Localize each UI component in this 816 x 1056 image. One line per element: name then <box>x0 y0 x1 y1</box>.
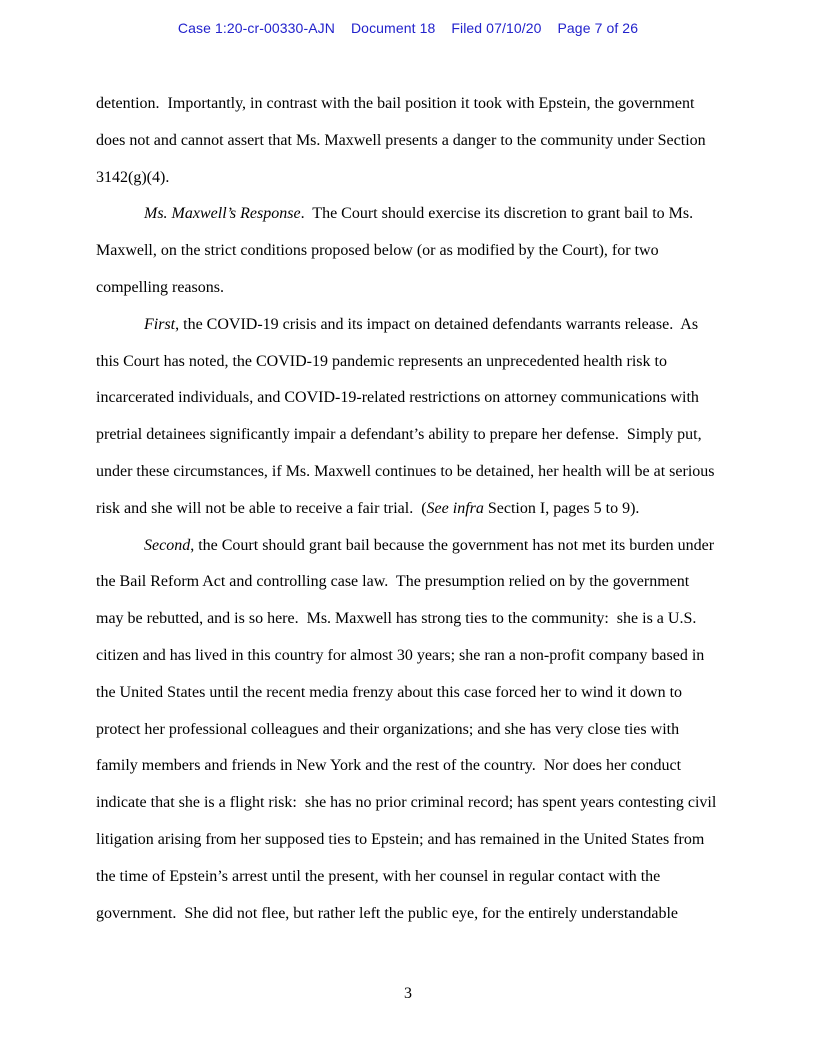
paragraph-response <box>96 196 720 306</box>
case-number: Case 1:20-cr-00330-AJN <box>177 20 335 36</box>
text-run: , the Court should grant bail because the government has not met its burden under the Bail Reform Act and controlling case law. The presumption relied on by the government may be rebutted, and is so here. Ms. Maxwell has strong ties to the community: she is a U.S. citizen and has lived in this country for almost 30 years; she ran a non-profit company based in the United States until the recent media frenzy about this case forced her to wind it down to protect her professional colleagues and their organizations; and she has very close ties with family members and friends in New York and the rest of the country. Nor does her conduct indicate that she is a flight risk: she has no prior criminal record; has spent years contesting civil litigation arising from her supposed ties to Epstein; and has remained in the United States from the time of Epstein’s arrest until the present, with her counsel in regular contact with the government. She did not flee, but rather left the public eye, for the entirely understandable <box>96 536 721 922</box>
filed-date: Filed 07/10/20 <box>451 20 542 36</box>
text-run-italic: Second <box>144 536 191 554</box>
paragraph-detention <box>96 86 720 196</box>
text-run: , the COVID-19 crisis and its impact on detained defendants warrants release. As this Court has noted, the COVID-19 pandemic represents an unprecedented health risk to incarcerated individuals, and COVID-19-related restrictions on attorney communications with pretrial detainees significantly impair a defendant’s ability to prepare her defense. Simply put, under these circumstances, if Ms. Maxwell continues to be detained, her health will be at serious risk and she will not be able to receive a fair trial. ( <box>96 315 719 517</box>
paragraph-second-reason <box>96 528 720 933</box>
case-header <box>0 20 816 36</box>
text-run-italic: See infra <box>426 499 484 517</box>
text-run: detention. Importantly, in contrast with the bail position it took with Epstein, the government does not and cannot assert that Ms. Maxwell presents a danger to the community under Section 3142(g)(4). <box>96 95 710 186</box>
text-run: . The Court should exercise its discretion to grant bail to Ms. Maxwell, on the strict conditions proposed below (or as modified by the Court), for two compelling reasons. <box>96 205 698 296</box>
paragraph-first-reason <box>96 307 720 528</box>
page-number: 3 <box>404 985 412 1002</box>
text-run: Section I, pages 5 to 9). <box>483 499 640 517</box>
text-run-italic: First <box>144 315 176 333</box>
document-number: Document 18 <box>350 20 436 36</box>
page-indicator: Page 7 of 26 <box>557 20 639 36</box>
text-run-italic: Ms. Maxwell’s Response <box>144 205 301 223</box>
document-body <box>96 86 720 932</box>
